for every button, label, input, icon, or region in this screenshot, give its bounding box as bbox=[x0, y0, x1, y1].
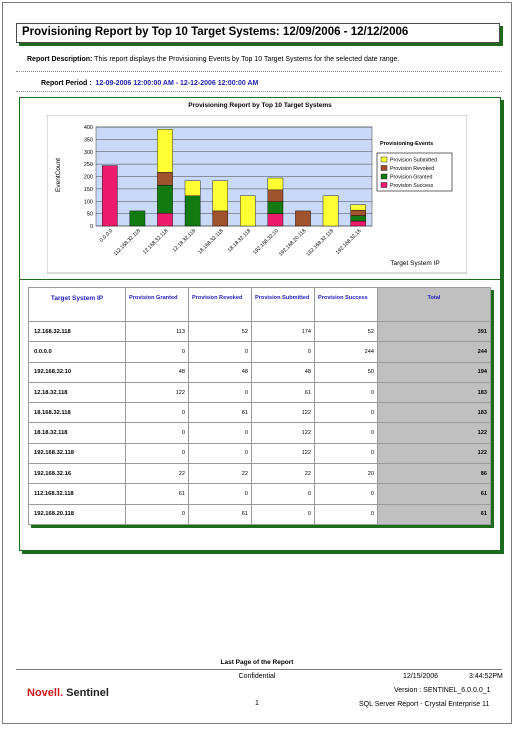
bar-segment bbox=[268, 202, 283, 214]
cell-target-ip: 18.18.32.118 bbox=[29, 423, 126, 443]
logo-novell: Novell. bbox=[27, 687, 64, 699]
header-provision-revoked: Provision Revoked bbox=[189, 288, 252, 322]
cell-total: 194 bbox=[378, 362, 491, 382]
table-row bbox=[29, 464, 491, 484]
cell-total: 244 bbox=[378, 342, 491, 362]
footer-divider bbox=[16, 669, 502, 670]
table-header-row bbox=[29, 288, 491, 322]
stacked-bar-chart bbox=[47, 115, 467, 275]
cell-value: 0 bbox=[252, 342, 315, 362]
engine-label: SQL Server Report - Crystal Enterprise 11 bbox=[359, 701, 490, 708]
table-row bbox=[29, 322, 491, 342]
cell-value: 113 bbox=[126, 322, 189, 342]
legend-swatch bbox=[381, 183, 387, 188]
bar-segment bbox=[213, 181, 228, 211]
y-tick-label: 50 bbox=[86, 211, 93, 218]
y-tick-label: 400 bbox=[83, 125, 93, 131]
table-row bbox=[29, 443, 491, 463]
x-tick-label: 192.168.32.16 bbox=[334, 228, 363, 256]
cell-target-ip: 192.168.20.118 bbox=[29, 504, 126, 524]
report-page bbox=[2, 2, 512, 724]
cell-value: 0 bbox=[315, 443, 378, 463]
table-row bbox=[29, 382, 491, 402]
bar-segment bbox=[351, 205, 366, 210]
report-title: Provisioning Report by Top 10 Target Systems: 12/09/2006 - 12/12/2006 bbox=[22, 26, 409, 38]
bar-segment bbox=[268, 214, 283, 226]
x-tick-label: 192.168.32.118 bbox=[305, 228, 336, 258]
y-tick-label: 300 bbox=[83, 149, 93, 156]
cell-value: 0 bbox=[126, 403, 189, 423]
cell-total: 183 bbox=[378, 382, 491, 402]
cell-total: 61 bbox=[378, 484, 491, 504]
x-tick-label: 0.0.0.0 bbox=[98, 228, 115, 244]
legend-swatch bbox=[381, 166, 387, 171]
header-provision-submitted: Provision Submitted bbox=[252, 288, 315, 322]
cell-value: 52 bbox=[315, 322, 378, 342]
bar-segment bbox=[268, 190, 283, 202]
bar-segment bbox=[323, 196, 338, 226]
cell-total: 61 bbox=[378, 504, 491, 524]
cell-value: 22 bbox=[126, 464, 189, 484]
cell-target-ip: 12.168.32.118 bbox=[29, 322, 126, 342]
divider bbox=[16, 91, 502, 92]
description-label: Report Description: bbox=[27, 56, 93, 63]
cell-target-ip: 12.18.32.118 bbox=[29, 382, 126, 402]
x-tick-label: 18.18.32.118 bbox=[226, 228, 253, 254]
bar-segment bbox=[351, 216, 366, 221]
table-row bbox=[29, 504, 491, 524]
period-value: 12-09-2006 12:00:00 AM - 12-12-2006 12:00:00 AM bbox=[95, 80, 259, 87]
cell-value: 0 bbox=[189, 484, 252, 504]
bar-segment bbox=[295, 211, 310, 226]
cell-value: 174 bbox=[252, 322, 315, 342]
bar-segment bbox=[268, 178, 283, 190]
report-date: 12/15/2006 bbox=[403, 673, 439, 680]
bar-segment bbox=[240, 196, 255, 226]
page-number: 1 bbox=[255, 700, 259, 707]
legend-entry: Provision Submitted bbox=[390, 157, 438, 164]
confidential-label: Confidential bbox=[238, 673, 276, 680]
header-target-ip: Target System IP bbox=[29, 288, 126, 322]
cell-value: 20 bbox=[315, 464, 378, 484]
bar-segment bbox=[157, 213, 172, 226]
cell-value: 0 bbox=[315, 423, 378, 443]
cell-value: 0 bbox=[126, 342, 189, 362]
cell-total: 122 bbox=[378, 443, 491, 463]
report-period bbox=[41, 80, 258, 87]
y-tick-label: 350 bbox=[83, 137, 93, 144]
bar-segment bbox=[185, 181, 200, 196]
bar-segment bbox=[157, 129, 172, 172]
cell-value: 0 bbox=[252, 504, 315, 524]
cell-value: 61 bbox=[189, 504, 252, 524]
logo-sentinel: Sentinel bbox=[66, 687, 109, 699]
cell-value: 48 bbox=[189, 362, 252, 382]
x-tick-label: 192.168.32.10 bbox=[252, 228, 280, 256]
table-row bbox=[29, 403, 491, 423]
table-body bbox=[29, 322, 491, 525]
cell-value: 0 bbox=[189, 382, 252, 402]
cell-target-ip: 192.168.32.10 bbox=[29, 362, 126, 382]
y-tick-label: 200 bbox=[83, 174, 93, 181]
cell-value: 0 bbox=[315, 403, 378, 423]
cell-value: 50 bbox=[315, 362, 378, 382]
cell-target-ip: 18.168.32.118 bbox=[29, 403, 126, 423]
cell-value: 0 bbox=[126, 504, 189, 524]
y-tick-label: 100 bbox=[83, 199, 93, 206]
cell-value: 244 bbox=[315, 342, 378, 362]
report-title-box bbox=[16, 23, 500, 43]
bar-segment bbox=[157, 185, 172, 213]
cell-value: 122 bbox=[252, 423, 315, 443]
y-tick-label: 150 bbox=[83, 186, 93, 193]
legend-swatch bbox=[381, 174, 387, 179]
report-time: 3:44:52PM bbox=[469, 673, 503, 680]
bar-segment bbox=[157, 172, 172, 185]
table-row bbox=[29, 423, 491, 443]
data-table bbox=[28, 287, 491, 525]
period-label: Report Period : bbox=[41, 80, 92, 87]
cell-value: 0 bbox=[315, 504, 378, 524]
legend-entry: Provision Granted bbox=[390, 174, 433, 181]
cell-target-ip: 112.168.32.118 bbox=[29, 484, 126, 504]
cell-total: 86 bbox=[378, 464, 491, 484]
cell-value: 48 bbox=[252, 362, 315, 382]
cell-value: 0 bbox=[252, 484, 315, 504]
x-tick-label: 12.168.32.118 bbox=[141, 228, 170, 256]
last-page-label: Last Page of the Report bbox=[220, 659, 294, 666]
legend-entry: Provision Success bbox=[390, 183, 434, 189]
divider bbox=[16, 71, 502, 72]
x-axis-label: Target System IP bbox=[390, 260, 440, 267]
cell-value: 0 bbox=[189, 443, 252, 463]
x-tick-label: 12.18.32.118 bbox=[171, 228, 198, 254]
cell-value: 0 bbox=[189, 342, 252, 362]
cell-target-ip: 192.168.32.118 bbox=[29, 443, 126, 463]
report-description bbox=[27, 56, 399, 63]
cell-value: 0 bbox=[189, 423, 252, 443]
cell-total: 183 bbox=[378, 403, 491, 423]
cell-value: 0 bbox=[126, 423, 189, 443]
legend-title: Provisioning-Events bbox=[380, 141, 434, 147]
y-tick-label: 250 bbox=[83, 162, 93, 169]
header-provision-success: Provision Success bbox=[315, 288, 378, 322]
cell-value: 122 bbox=[252, 403, 315, 423]
x-tick-label: 112.168.32.118 bbox=[112, 228, 142, 258]
cell-value: 0 bbox=[126, 443, 189, 463]
cell-value: 22 bbox=[189, 464, 252, 484]
cell-value: 122 bbox=[126, 382, 189, 402]
cell-value: 61 bbox=[126, 484, 189, 504]
cell-value: 122 bbox=[252, 443, 315, 463]
cell-value: 0 bbox=[315, 484, 378, 504]
cell-value: 52 bbox=[189, 322, 252, 342]
bar-segment bbox=[351, 210, 366, 215]
version-label: Version : SENTINEL_6.0.0.0_1 bbox=[394, 687, 491, 694]
table-row bbox=[29, 342, 491, 362]
cell-total: 391 bbox=[378, 322, 491, 342]
table-row bbox=[29, 362, 491, 382]
bar-segment bbox=[351, 221, 366, 226]
y-axis-label: EventCount bbox=[55, 158, 62, 192]
x-tick-label: 18.168.32.118 bbox=[197, 228, 225, 256]
legend-entry: Provision Revoked bbox=[390, 166, 435, 172]
header-total: Total bbox=[378, 288, 491, 322]
bar-segment bbox=[213, 211, 228, 226]
y-tick-label: 0 bbox=[89, 224, 93, 230]
chart-title: Provisioning Report by Top 10 Target Systems bbox=[188, 102, 332, 109]
cell-value: 61 bbox=[252, 382, 315, 402]
cell-total: 122 bbox=[378, 423, 491, 443]
bar-segment bbox=[185, 196, 200, 226]
cell-value: 22 bbox=[252, 464, 315, 484]
cell-target-ip: 192.168.32.16 bbox=[29, 464, 126, 484]
report-frame bbox=[19, 97, 501, 551]
cell-value: 61 bbox=[189, 403, 252, 423]
legend-swatch bbox=[381, 157, 387, 162]
description-text: This report displays the Provisioning Events by Top 10 Target Systems for the selected date range. bbox=[94, 56, 400, 63]
cell-value: 48 bbox=[126, 362, 189, 382]
cell-target-ip: 0.0.0.0 bbox=[29, 342, 126, 362]
cell-value: 0 bbox=[315, 382, 378, 402]
bar-segment bbox=[102, 166, 117, 226]
section-divider bbox=[20, 279, 500, 280]
novell-sentinel-logo bbox=[27, 687, 109, 699]
header-provision-granted: Provision Granted bbox=[126, 288, 189, 322]
bar-segment bbox=[130, 211, 145, 226]
x-tick-label: 192.168.20.118 bbox=[277, 228, 308, 258]
table-row bbox=[29, 484, 491, 504]
